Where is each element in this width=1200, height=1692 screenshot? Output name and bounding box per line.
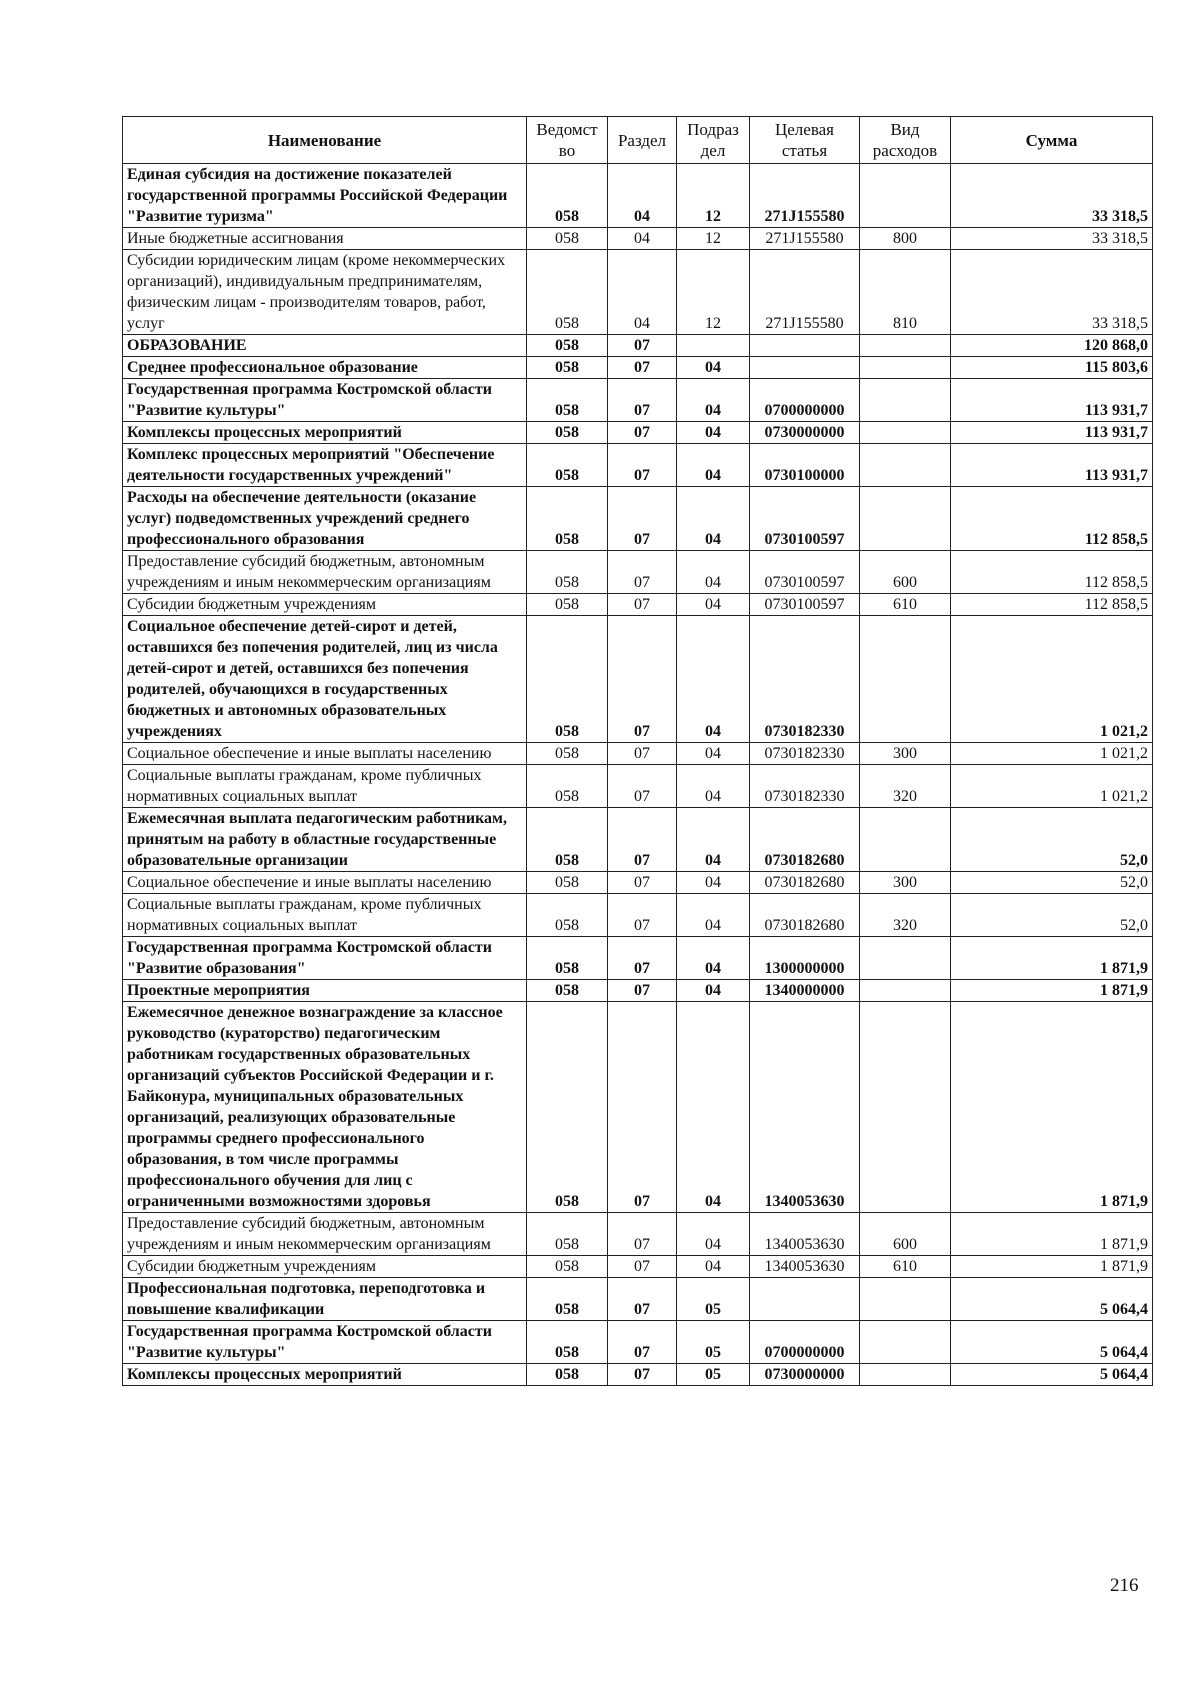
cell-target: 1340000000 — [750, 980, 860, 1002]
cell-sum: 1 021,2 — [951, 616, 1153, 743]
cell-name: Комплексы процессных мероприятий — [123, 422, 527, 444]
cell-subsection: 04 — [677, 765, 750, 808]
cell-name: Государственная программа Костромской области "Развитие образования" — [123, 937, 527, 980]
cell-subsection: 04 — [677, 357, 750, 379]
cell-subsection: 12 — [677, 250, 750, 335]
cell-target: 0700000000 — [750, 379, 860, 422]
header-name: Наименование — [123, 117, 527, 164]
cell-type: 810 — [860, 250, 951, 335]
cell-sum: 1 871,9 — [951, 980, 1153, 1002]
cell-name: Социальные выплаты гражданам, кроме публичных нормативных социальных выплат — [123, 765, 527, 808]
cell-type — [860, 1278, 951, 1321]
cell-target: 0730100000 — [750, 444, 860, 487]
header-dept: Ведомст во — [527, 117, 608, 164]
table-row — [123, 551, 1153, 594]
cell-type: 610 — [860, 594, 951, 616]
cell-name: Расходы на обеспечение деятельности (оказание услуг) подведомственных учреждений среднего профессионального образования — [123, 487, 527, 551]
cell-section: 07 — [608, 379, 677, 422]
cell-subsection: 04 — [677, 872, 750, 894]
table-row — [123, 487, 1153, 551]
cell-name: Ежемесячная выплата педагогическим работникам, принятым на работу в областные государственные образовательные организации — [123, 808, 527, 872]
cell-name: Профессиональная подготовка, переподготовка и повышение квалификации — [123, 1278, 527, 1321]
table-row — [123, 164, 1153, 228]
cell-type — [860, 487, 951, 551]
cell-sum: 112 858,5 — [951, 487, 1153, 551]
cell-section: 07 — [608, 937, 677, 980]
cell-type — [860, 808, 951, 872]
cell-section: 07 — [608, 1256, 677, 1278]
cell-sum: 52,0 — [951, 894, 1153, 937]
page-number: 216 — [1110, 1575, 1139, 1596]
cell-target: 0700000000 — [750, 1321, 860, 1364]
table-body — [123, 164, 1153, 1386]
cell-sum: 113 931,7 — [951, 422, 1153, 444]
cell-type: 320 — [860, 765, 951, 808]
cell-section: 07 — [608, 743, 677, 765]
cell-dept: 058 — [527, 357, 608, 379]
cell-name: Субсидии бюджетным учреждениям — [123, 1256, 527, 1278]
cell-type — [860, 937, 951, 980]
cell-dept: 058 — [527, 228, 608, 250]
cell-name: Ежемесячное денежное вознаграждение за классное руководство (кураторство) педагогическим работникам государственных образовательных организаций субъектов Российской Федерации и г. Байконура, муниципальных образовательных организаций, реализующих образовательные программы среднего профессионального образования, в том числе программы профессионального обучения для лиц с ограниченными возможностями здоровья — [123, 1002, 527, 1213]
cell-target: 0730182330 — [750, 616, 860, 743]
table-row — [123, 872, 1153, 894]
cell-sum: 1 021,2 — [951, 743, 1153, 765]
cell-type — [860, 357, 951, 379]
cell-section: 07 — [608, 422, 677, 444]
cell-sum: 52,0 — [951, 872, 1153, 894]
cell-section: 07 — [608, 1213, 677, 1256]
table-row — [123, 594, 1153, 616]
cell-subsection: 05 — [677, 1321, 750, 1364]
cell-dept: 058 — [527, 422, 608, 444]
cell-target: 0730182330 — [750, 743, 860, 765]
cell-section: 07 — [608, 487, 677, 551]
cell-target: 0730182680 — [750, 872, 860, 894]
cell-dept: 058 — [527, 250, 608, 335]
cell-subsection — [677, 335, 750, 357]
cell-sum: 1 871,9 — [951, 1002, 1153, 1213]
cell-subsection: 04 — [677, 1256, 750, 1278]
table-row — [123, 765, 1153, 808]
cell-dept: 058 — [527, 808, 608, 872]
cell-sum: 112 858,5 — [951, 551, 1153, 594]
cell-target: 0730182680 — [750, 894, 860, 937]
cell-sum: 1 871,9 — [951, 937, 1153, 980]
cell-name: Социальное обеспечение детей-сирот и детей, оставшихся без попечения родителей, лиц из числа детей-сирот и детей, оставшихся без попечения родителей, обучающихся в государственных бюджетных и автономных образовательных учреждениях — [123, 616, 527, 743]
cell-subsection: 04 — [677, 937, 750, 980]
table-row — [123, 743, 1153, 765]
cell-subsection: 04 — [677, 551, 750, 594]
cell-section: 07 — [608, 551, 677, 594]
cell-type — [860, 379, 951, 422]
cell-target: 271J155580 — [750, 250, 860, 335]
cell-subsection: 04 — [677, 894, 750, 937]
cell-section: 04 — [608, 250, 677, 335]
cell-target: 1340053630 — [750, 1256, 860, 1278]
cell-subsection: 05 — [677, 1364, 750, 1386]
cell-dept: 058 — [527, 594, 608, 616]
cell-type — [860, 980, 951, 1002]
cell-sum: 1 871,9 — [951, 1213, 1153, 1256]
table-row — [123, 616, 1153, 743]
table-row — [123, 1213, 1153, 1256]
cell-sum: 52,0 — [951, 808, 1153, 872]
cell-dept: 058 — [527, 487, 608, 551]
table-row — [123, 894, 1153, 937]
cell-target: 271J155580 — [750, 228, 860, 250]
cell-dept: 058 — [527, 765, 608, 808]
cell-section: 04 — [608, 164, 677, 228]
cell-name: Государственная программа Костромской области "Развитие культуры" — [123, 1321, 527, 1364]
cell-type: 300 — [860, 872, 951, 894]
cell-type: 610 — [860, 1256, 951, 1278]
cell-dept: 058 — [527, 379, 608, 422]
cell-sum: 1 021,2 — [951, 765, 1153, 808]
cell-dept: 058 — [527, 980, 608, 1002]
cell-subsection: 04 — [677, 379, 750, 422]
header-target: Целевая статья — [750, 117, 860, 164]
cell-name: Среднее профессиональное образование — [123, 357, 527, 379]
cell-dept: 058 — [527, 872, 608, 894]
cell-sum: 33 318,5 — [951, 228, 1153, 250]
cell-target: 0730100597 — [750, 594, 860, 616]
table-row — [123, 335, 1153, 357]
cell-target: 1340053630 — [750, 1213, 860, 1256]
cell-target — [750, 357, 860, 379]
cell-sum: 33 318,5 — [951, 250, 1153, 335]
cell-type — [860, 616, 951, 743]
cell-sum: 115 803,6 — [951, 357, 1153, 379]
header-type: Вид расходов — [860, 117, 951, 164]
table-row — [123, 444, 1153, 487]
cell-section: 07 — [608, 872, 677, 894]
cell-type: 600 — [860, 1213, 951, 1256]
cell-name: Комплекс процессных мероприятий "Обеспечение деятельности государственных учреждений" — [123, 444, 527, 487]
cell-section: 07 — [608, 357, 677, 379]
table-row — [123, 379, 1153, 422]
cell-name: ОБРАЗОВАНИЕ — [123, 335, 527, 357]
cell-section: 07 — [608, 616, 677, 743]
cell-dept: 058 — [527, 1002, 608, 1213]
cell-type: 320 — [860, 894, 951, 937]
cell-name: Субсидии бюджетным учреждениям — [123, 594, 527, 616]
table-row — [123, 357, 1153, 379]
cell-subsection: 12 — [677, 164, 750, 228]
cell-section: 07 — [608, 1002, 677, 1213]
cell-dept: 058 — [527, 444, 608, 487]
table-row — [123, 1364, 1153, 1386]
cell-name: Предоставление субсидий бюджетным, автономным учреждениям и иным некоммерческим организациям — [123, 551, 527, 594]
cell-target: 0730182330 — [750, 765, 860, 808]
cell-name: Комплексы процессных мероприятий — [123, 1364, 527, 1386]
budget-table — [122, 116, 1153, 1386]
cell-sum: 113 931,7 — [951, 444, 1153, 487]
header-section: Раздел — [608, 117, 677, 164]
cell-type — [860, 1321, 951, 1364]
cell-target: 271J155580 — [750, 164, 860, 228]
cell-target: 0730182680 — [750, 808, 860, 872]
cell-sum: 33 318,5 — [951, 164, 1153, 228]
cell-name: Социальное обеспечение и иные выплаты населению — [123, 872, 527, 894]
cell-section: 07 — [608, 1364, 677, 1386]
table-row — [123, 1256, 1153, 1278]
cell-subsection: 04 — [677, 1002, 750, 1213]
cell-subsection: 04 — [677, 616, 750, 743]
cell-type — [860, 164, 951, 228]
table-row — [123, 422, 1153, 444]
cell-type — [860, 1002, 951, 1213]
cell-subsection: 04 — [677, 487, 750, 551]
cell-name: Государственная программа Костромской области "Развитие культуры" — [123, 379, 527, 422]
table-row — [123, 980, 1153, 1002]
cell-type — [860, 422, 951, 444]
table-row — [123, 1278, 1153, 1321]
cell-name: Единая субсидия на достижение показателей государственной программы Российской Федерации "Развитие туризма" — [123, 164, 527, 228]
table-row — [123, 250, 1153, 335]
cell-section: 07 — [608, 1321, 677, 1364]
cell-type — [860, 444, 951, 487]
cell-dept: 058 — [527, 1278, 608, 1321]
cell-target: 0730100597 — [750, 551, 860, 594]
cell-subsection: 05 — [677, 1278, 750, 1321]
cell-dept: 058 — [527, 164, 608, 228]
cell-dept: 058 — [527, 335, 608, 357]
cell-target: 1340053630 — [750, 1002, 860, 1213]
cell-sum: 120 868,0 — [951, 335, 1153, 357]
cell-type: 300 — [860, 743, 951, 765]
cell-subsection: 04 — [677, 1213, 750, 1256]
cell-subsection: 04 — [677, 808, 750, 872]
cell-type — [860, 335, 951, 357]
cell-section: 07 — [608, 335, 677, 357]
cell-subsection: 04 — [677, 743, 750, 765]
cell-target: 0730100597 — [750, 487, 860, 551]
cell-section: 07 — [608, 808, 677, 872]
cell-sum: 5 064,4 — [951, 1321, 1153, 1364]
cell-name: Иные бюджетные ассигнования — [123, 228, 527, 250]
cell-dept: 058 — [527, 937, 608, 980]
cell-section: 07 — [608, 1278, 677, 1321]
cell-name: Социальные выплаты гражданам, кроме публичных нормативных социальных выплат — [123, 894, 527, 937]
cell-target: 0730000000 — [750, 1364, 860, 1386]
cell-sum: 5 064,4 — [951, 1278, 1153, 1321]
cell-name: Проектные мероприятия — [123, 980, 527, 1002]
cell-section: 07 — [608, 980, 677, 1002]
cell-section: 07 — [608, 765, 677, 808]
table-row — [123, 808, 1153, 872]
cell-dept: 058 — [527, 616, 608, 743]
cell-dept: 058 — [527, 1321, 608, 1364]
cell-section: 07 — [608, 894, 677, 937]
cell-subsection: 04 — [677, 594, 750, 616]
cell-name: Предоставление субсидий бюджетным, автономным учреждениям и иным некоммерческим организациям — [123, 1213, 527, 1256]
header-subsection: Подраз дел — [677, 117, 750, 164]
cell-name: Субсидии юридическим лицам (кроме некоммерческих организаций), индивидуальным предпринимателям, физическим лицам - производителям товаров, работ, услуг — [123, 250, 527, 335]
cell-dept: 058 — [527, 551, 608, 594]
cell-dept: 058 — [527, 1213, 608, 1256]
cell-sum: 5 064,4 — [951, 1364, 1153, 1386]
cell-dept: 058 — [527, 1364, 608, 1386]
cell-type: 600 — [860, 551, 951, 594]
cell-sum: 112 858,5 — [951, 594, 1153, 616]
cell-sum: 113 931,7 — [951, 379, 1153, 422]
cell-target: 0730000000 — [750, 422, 860, 444]
cell-type: 800 — [860, 228, 951, 250]
cell-section: 04 — [608, 228, 677, 250]
cell-name: Социальное обеспечение и иные выплаты населению — [123, 743, 527, 765]
cell-target — [750, 335, 860, 357]
header-row — [123, 117, 1153, 164]
table-row — [123, 937, 1153, 980]
header-sum: Сумма — [951, 117, 1153, 164]
cell-target: 1300000000 — [750, 937, 860, 980]
cell-subsection: 04 — [677, 980, 750, 1002]
cell-dept: 058 — [527, 894, 608, 937]
cell-sum: 1 871,9 — [951, 1256, 1153, 1278]
cell-dept: 058 — [527, 743, 608, 765]
cell-dept: 058 — [527, 1256, 608, 1278]
cell-subsection: 12 — [677, 228, 750, 250]
cell-section: 07 — [608, 594, 677, 616]
cell-subsection: 04 — [677, 422, 750, 444]
cell-section: 07 — [608, 444, 677, 487]
cell-subsection: 04 — [677, 444, 750, 487]
cell-target — [750, 1278, 860, 1321]
table-row — [123, 1321, 1153, 1364]
cell-type — [860, 1364, 951, 1386]
table-row — [123, 1002, 1153, 1213]
table-row — [123, 228, 1153, 250]
